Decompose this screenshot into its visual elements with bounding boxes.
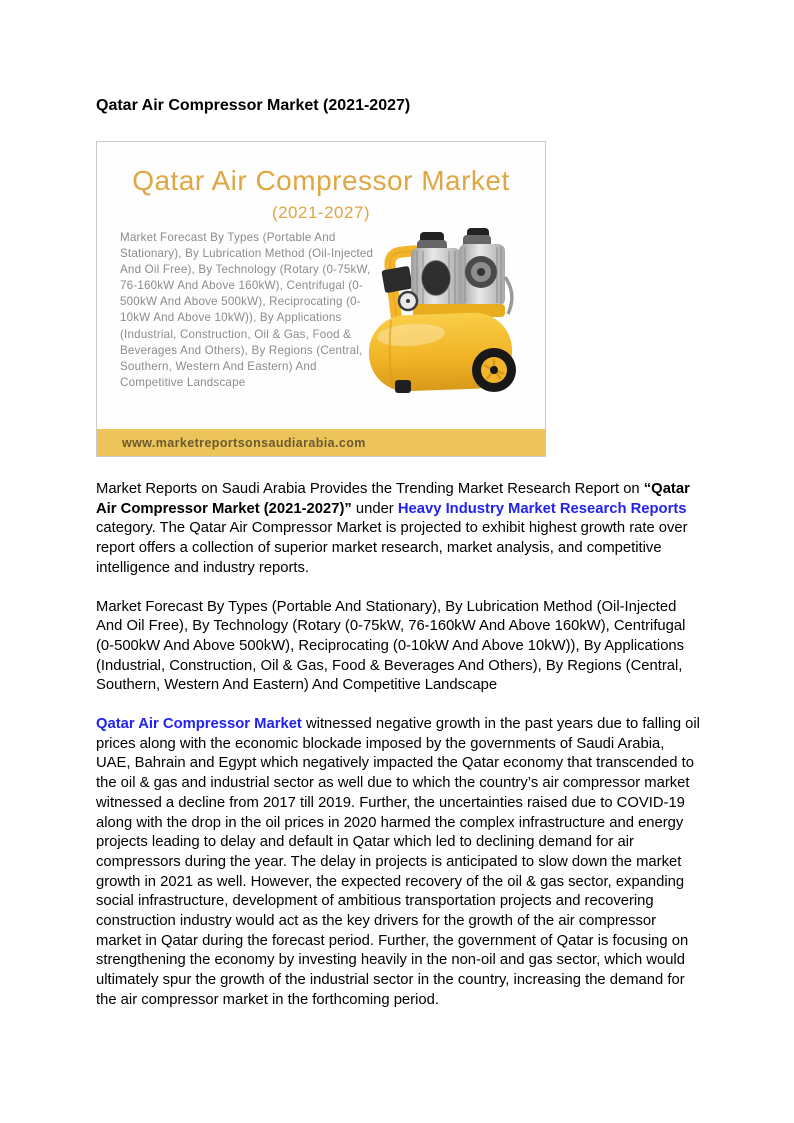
p1-text-3: category. The Qatar Air Compressor Market is projected to exhibit highest growth rate over report offers a collection of superior market research, market analysis, and competitive intelligence and industry reports. [96,520,688,576]
p1-text-2: under [351,500,398,517]
paragraph-market-analysis [96,715,700,1011]
air-compressor-image [359,222,545,404]
banner-subtitle: (2021-2027) [271,203,371,222]
qatar-market-link[interactable]: Qatar Air Compressor Market [96,716,302,733]
p1-bold-report-title: “Qatar Air Compressor Market (2021-2027)” [96,481,690,517]
banner-title: Qatar Air Compressor Market [132,165,510,196]
heavy-industry-category-link[interactable]: Heavy Industry Market Research Reports [397,500,687,517]
banner-description: Market Forecast By Types (Portable And Stationary), By Lubrication Method (Oil-Injected And Oil Free), By Technology (Rotary (0-75kW, 76-160kW And Above 160kW), Centrifugal (0-500kW And Above 500kW), Reciprocating (0-10kW And Above 10kW)), By Applications (Industrial, Construction, Oil & Gas, Food & Beverages And Others), By Regions (Central, Southern, Western And Eastern) And Competitive Landscape [120,231,374,389]
p3-text: witnessed negative growth in the past years due to falling oil prices along with the economic blockade imposed by the governments of Saudi Arabia, UAE, Bahrain and Egypt which negatively impacted the Qatar economy that transcended to the oil & gas and industrial sector as well due to which the country’s air compressor market witnessed a decline from 2017 till 2019. Further, the uncertainties raised due to COVID-19 along with the drop in the oil prices in 2020 harmed the complex infrastructure and energy projects leading to delay and default in Qatar which led to declining demand for air compressors during the year. The delay in projects is anticipated to slow down the market growth in 2021 as well. However, the expected recovery of the oil & gas sector, expanding social infrastructure, development of ambitious transportation projects and recovering construction industry would act as the key drivers for the growth of the air compressor market in Qatar during the forecast period. Further, the government of Qatar is focusing on strengthening the economy by investing heavily in the non-oil and gas sector, which would ultimately spur the growth of the industrial sector in the country, increasing the demand for the air compressor market in the forthcoming period. [96,716,700,1008]
page-title: Qatar Air Compressor Market (2021-2027) [96,97,411,114]
document-content [96,97,700,1030]
p1-text-1: Market Reports on Saudi Arabia Provides the Trending Market Research Report on [96,481,644,497]
paragraph-intro [96,480,700,579]
report-banner-image [96,141,546,457]
paragraph-forecast-scope: Market Forecast By Types (Portable And Stationary), By Lubrication Method (Oil-Injected And Oil Free), By Technology (Rotary (0-75kW, 76-160kW And Above 160kW), Centrifugal (0-500kW And Above 500kW), Reciprocating (0-10kW And Above 10kW)), By Applications (Industrial, Construction, Oil & Gas, Food & Beverages And Others), By Regions (Central, Southern, Western And Eastern) And Competitive Landscape [96,598,686,694]
banner-url-bar [97,429,545,456]
banner-website-url: www.marketreportsonsaudiarabia.com [122,435,366,450]
